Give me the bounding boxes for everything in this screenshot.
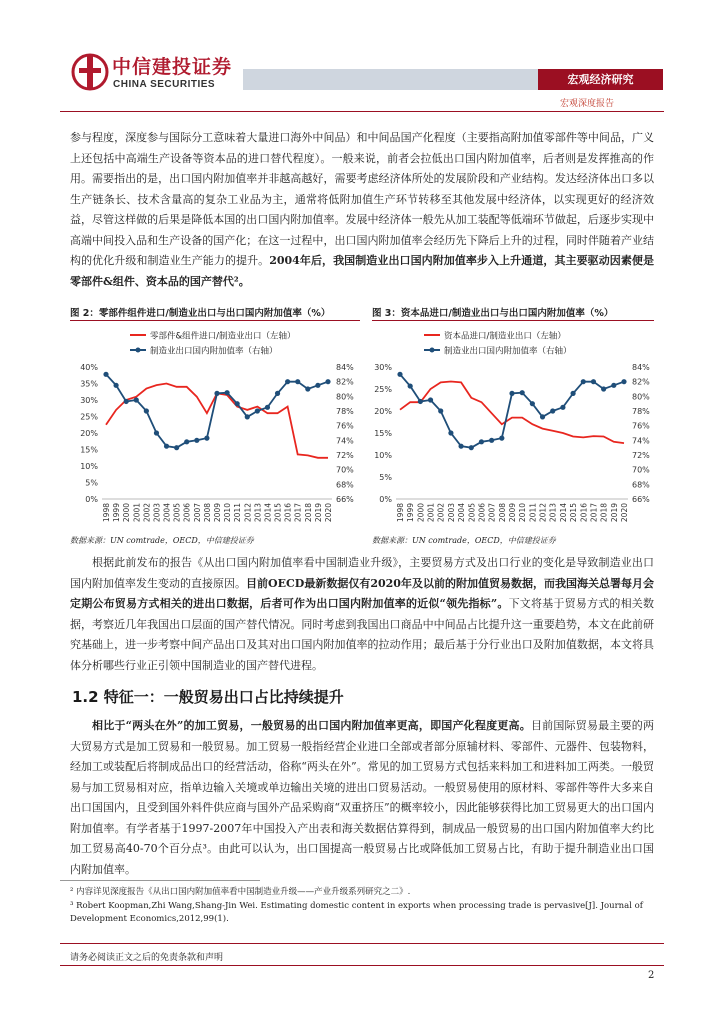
series-point-1 — [397, 372, 402, 377]
x-tick-label: 2003 — [446, 503, 456, 523]
series-point-1 — [520, 390, 525, 395]
right-tick-label: 74% — [336, 436, 354, 446]
x-tick-label: 2012 — [538, 503, 548, 523]
legend-marker-1 — [430, 348, 435, 353]
x-tick-label: 2016 — [283, 503, 293, 523]
series-point-1 — [581, 379, 586, 384]
company-logo-icon — [70, 52, 110, 92]
x-tick-label: 2005 — [467, 503, 477, 523]
x-tick-label: 2008 — [202, 503, 212, 523]
brand-name-cn: 中信建投证券 — [112, 56, 233, 78]
x-tick-label: 2009 — [213, 503, 222, 523]
series-point-1 — [540, 414, 545, 419]
footer-divider-top — [60, 943, 664, 944]
series-point-1 — [611, 383, 616, 388]
footnote-2: ² 内容详见深度报告《从出口国内附加值率看中国制造业升级——产业升级系列研究之二》. — [70, 887, 411, 897]
series-point-1 — [275, 391, 280, 396]
right-tick-label: 78% — [336, 407, 354, 416]
series-point-1 — [418, 399, 423, 404]
x-tick-label: 2014 — [263, 503, 273, 523]
chart-figure-2 — [70, 323, 362, 533]
x-tick-label: 2011 — [233, 503, 243, 523]
x-tick-label: 1999 — [406, 503, 416, 523]
legend-label-0: 零部件&组件进口/制造业出口（左轴） — [150, 331, 296, 342]
legend-marker-1 — [136, 348, 141, 353]
right-tick-label: 68% — [336, 480, 354, 490]
series-point-1 — [285, 379, 290, 384]
right-tick-label: 66% — [336, 495, 354, 504]
right-tick-label: 82% — [632, 377, 650, 387]
series-point-1 — [164, 444, 169, 449]
left-tick-label: 15% — [80, 445, 98, 455]
paragraph-3-text: 目前国际贸易最主要的两大贸易方式是加工贸易和一般贸易。加工贸易一般指经营企业进口全部或者部分原辅材料、零部件、元器件、包装物料，经加工或装配后将制成品出口的经营活动，俗称“两头在外”。常见的加工贸易方式包括来料加工和进料加工两类。一般贸易与加工贸易相对应，指单边输入关境或单边输出关境的进出口贸易活动。一般贸易使用的原材料、零部件等件大多来自出口国国内，且受到国外料件供应商与国外产品采购商“双重挤压”的概率较小，因此能够获得比加工贸易更大的出口国内附加值率。有学者基于1997-2007年中国投入产出表和海关数据估算得到，制成品一般贸易的出口国内附加值率大约比加工贸易高40-70个百分点³。由此可以认为，出口国提高一般贸易占比或降低加工贸易占比，有助于提升制造业出口国内附加值率。 — [70, 719, 655, 876]
series-point-1 — [194, 438, 199, 443]
series-point-1 — [305, 386, 310, 391]
header-divider — [60, 111, 664, 112]
left-tick-label: 15% — [374, 429, 392, 438]
x-tick-label: 2001 — [426, 503, 436, 523]
series-point-1 — [560, 405, 565, 410]
footer-divider-bottom — [60, 965, 664, 966]
legend-label-1: 制造业出口国内附加值率（右轴） — [150, 346, 278, 357]
report-type: 宏观深度报告 — [560, 99, 615, 109]
series-point-1 — [245, 414, 250, 419]
x-tick-label: 2019 — [609, 503, 619, 523]
series-point-1 — [204, 436, 209, 441]
x-tick-label: 2015 — [273, 503, 283, 523]
series-point-1 — [124, 399, 129, 404]
series-point-1 — [235, 401, 240, 406]
series-point-1 — [550, 408, 555, 413]
series-point-1 — [621, 379, 626, 384]
x-tick-label: 2017 — [293, 503, 303, 523]
x-tick-label: 2018 — [599, 503, 609, 523]
x-tick-label: 2018 — [303, 503, 313, 523]
right-tick-label: 66% — [632, 495, 650, 504]
figure-3-source: 数据来源：UN comtrade，OECD，中信建投证券 — [372, 536, 556, 545]
right-tick-label: 76% — [632, 421, 650, 431]
paragraph-3-bold: 相比于“两头在外”的加工贸易，一般贸易的出口国内附加值率更高，即国产化程度更高。 — [92, 719, 531, 732]
left-tick-label: 20% — [374, 407, 392, 416]
x-tick-label: 2015 — [569, 503, 579, 523]
series-point-1 — [265, 405, 270, 410]
right-tick-label: 84% — [632, 363, 650, 372]
series-point-1 — [479, 439, 484, 444]
left-tick-label: 10% — [80, 462, 98, 471]
x-tick-label: 2003 — [152, 503, 162, 523]
x-tick-label: 2014 — [558, 503, 568, 523]
right-tick-label: 82% — [336, 377, 354, 387]
series-point-1 — [255, 408, 260, 413]
disclaimer-notice: 请务必阅读正文之后的免责条款和声明 — [70, 953, 224, 963]
right-tick-label: 70% — [336, 465, 354, 475]
x-tick-label: 1999 — [112, 503, 122, 523]
series-point-1 — [509, 391, 514, 396]
left-tick-label: 10% — [374, 451, 392, 460]
figure-2-source: 数据来源：UN comtrade，OECD，中信建投证券 — [70, 536, 254, 545]
x-tick-label: 2002 — [142, 503, 152, 523]
x-tick-label: 2013 — [253, 503, 263, 523]
series-point-1 — [214, 391, 219, 396]
series-point-1 — [325, 379, 330, 384]
x-tick-label: 2012 — [243, 503, 253, 523]
section-tag: 宏观经济研究 — [538, 69, 663, 90]
x-tick-label: 2010 — [518, 503, 528, 523]
series-point-1 — [458, 444, 463, 449]
series-point-1 — [224, 390, 229, 395]
left-tick-label: 30% — [374, 363, 392, 372]
x-tick-label: 2009 — [508, 503, 517, 523]
legend-label-0: 资本品进口/制造业出口（左轴） — [444, 331, 566, 342]
left-tick-label: 25% — [80, 412, 98, 422]
x-tick-label: 2010 — [223, 503, 233, 523]
right-tick-label: 80% — [632, 392, 650, 402]
left-tick-label: 30% — [80, 396, 98, 405]
x-tick-label: 2011 — [528, 503, 538, 523]
paragraph-3 — [70, 716, 654, 880]
series-point-1 — [315, 383, 320, 388]
left-tick-label: 40% — [80, 363, 98, 372]
series-point-1 — [601, 386, 606, 391]
page-number: 2 — [648, 970, 655, 981]
x-tick-label: 2008 — [497, 503, 507, 523]
x-tick-label: 1998 — [102, 503, 111, 523]
series-point-1 — [570, 391, 575, 396]
series-point-1 — [438, 408, 443, 413]
left-tick-label: 5% — [379, 473, 392, 482]
right-tick-label: 70% — [632, 465, 650, 475]
paragraph-1-text: 参与程度，深度参与国际分工意味着大量进口海外中间品）和中间品国产化程度（主要指高附加值零部件等中间品，广义上还包括中高端生产设备等资本品的进口替代程度）。一般来说，前者会拉低出口国内附加值率，后者则是发挥推高的作用。需要指出的是，出口国内附加值率并非越高越好，需要考虑经济体所处的发展阶段和产业结构。发达经济体出口多以生产链条长、技术含量高的复杂工业品为主，通常将低附加值生产环节转移至其他发展中经济体，以实现更好的经济效益，尽管这样做的后果是降低本国的出口国内附加值率。发展中经济体一般先从加工装配等低端环节做起，后逐步实现中高端中间投入品和生产设备的国产化；在这一过程中，出口国内附加值率会经历先下降后上升的过程，同时伴随着产业结构的优化升级和制造业生产能力的提升。 — [70, 131, 654, 267]
x-tick-label: 2000 — [122, 503, 132, 523]
figure-3-rule — [372, 320, 654, 321]
left-tick-label: 25% — [374, 385, 392, 394]
x-tick-label: 2006 — [477, 503, 487, 523]
series-point-1 — [184, 439, 189, 444]
legend-label-1: 制造业出口国内附加值率（右轴） — [444, 346, 572, 357]
footnote-3: ³ Robert Koopman,Zhi Wang,Shang-Jin Wei. Estimating domestic content in exports when processing trade is pervasive[J]. Journal of Development Economics,2012,99(1). — [70, 901, 643, 924]
x-tick-label: 2001 — [132, 503, 142, 523]
x-tick-label: 2013 — [548, 503, 558, 523]
series-point-1 — [408, 383, 413, 388]
series-point-1 — [134, 397, 139, 402]
series-point-1 — [154, 430, 159, 435]
series-point-1 — [103, 372, 108, 377]
right-tick-label: 72% — [336, 451, 354, 460]
x-tick-label: 2007 — [487, 503, 497, 523]
series-point-1 — [428, 397, 433, 402]
series-point-1 — [530, 401, 535, 406]
footnote-divider — [60, 880, 260, 881]
left-tick-label: 35% — [80, 379, 98, 389]
x-tick-label: 2016 — [579, 503, 589, 523]
x-tick-label: 2007 — [192, 503, 202, 523]
figure-2-title: 图 2：零部件组件进口/制造业出口与出口国内附加值率（%） — [70, 308, 331, 319]
left-tick-label: 0% — [379, 495, 392, 504]
figure-3-title: 图 3：资本品进口/制造业出口与出口国内附加值率（%） — [372, 308, 614, 319]
left-tick-label: 20% — [80, 429, 98, 438]
series-point-1 — [489, 438, 494, 443]
right-tick-label: 68% — [632, 480, 650, 490]
x-tick-label: 2020 — [620, 503, 629, 523]
x-tick-label: 1998 — [396, 503, 405, 523]
x-tick-label: 2019 — [313, 503, 323, 523]
chart-figure-3 — [364, 323, 658, 533]
right-tick-label: 78% — [632, 407, 650, 416]
paragraph-2a: 根据此前发布的报告《从出口国内附加值率看中国制造业升级》，主要贸易方式及出口行业的变化是导致制造业出口国内附加值率发生变动的直接原因。 — [70, 556, 654, 590]
x-tick-label: 2020 — [324, 503, 333, 523]
x-tick-label: 2006 — [182, 503, 192, 523]
series-point-1 — [499, 436, 504, 441]
x-tick-label: 2004 — [457, 503, 467, 523]
series-line-0 — [400, 382, 624, 444]
paragraph-2b: 目前OECD最新数据仅有2020年及以前的附加值贸易数据，而我国海关总署每月会定期公布贸易方式相关的进出口数据，后者可作为出口国内附加值率的近似“领先指标”。 — [70, 576, 655, 610]
paragraph-2c: 下文将基于贸易方式的相关数据，考察近几年我国出口层面的国产替代情况。同时考虑到我国出口商品中中间品占比提升这一重要趋势，本文在此前研究基础上，进一步考察中间产品出口及其对出口国内附加值率的拉动作用；最后基于分行业出口及附加值数据，本文将具体分析哪些行业正引领中国制造业的国产替代进程。 — [70, 597, 654, 672]
x-tick-label: 2017 — [589, 503, 599, 523]
left-tick-label: 0% — [85, 495, 98, 504]
series-point-1 — [469, 445, 474, 450]
x-tick-label: 2000 — [416, 503, 426, 523]
right-tick-label: 72% — [632, 451, 650, 460]
right-tick-label: 84% — [336, 363, 354, 372]
series-point-1 — [295, 379, 300, 384]
x-tick-label: 2002 — [436, 503, 446, 523]
series-point-1 — [113, 383, 118, 388]
x-tick-label: 2004 — [162, 503, 172, 523]
x-tick-label: 2005 — [172, 503, 182, 523]
paragraph-1 — [70, 128, 654, 292]
right-tick-label: 74% — [632, 436, 650, 446]
series-point-1 — [591, 379, 596, 384]
series-point-1 — [448, 430, 453, 435]
left-tick-label: 5% — [85, 478, 98, 488]
right-tick-label: 76% — [336, 421, 354, 431]
brand-name-en: CHINA SECURITIES — [113, 79, 216, 90]
section-title: 1.2 特征一：一般贸易出口占比持续提升 — [72, 688, 344, 706]
figure-2-rule — [70, 320, 360, 321]
series-point-1 — [174, 445, 179, 450]
series-point-1 — [144, 408, 149, 413]
paragraph-1-bold: 2004年后，我国制造业出口国内附加值率步入上升通道，其主要驱动因素便是零部件&组件、资本品的国产替代²。 — [70, 254, 654, 288]
right-tick-label: 80% — [336, 392, 354, 402]
paragraph-2 — [70, 553, 654, 676]
